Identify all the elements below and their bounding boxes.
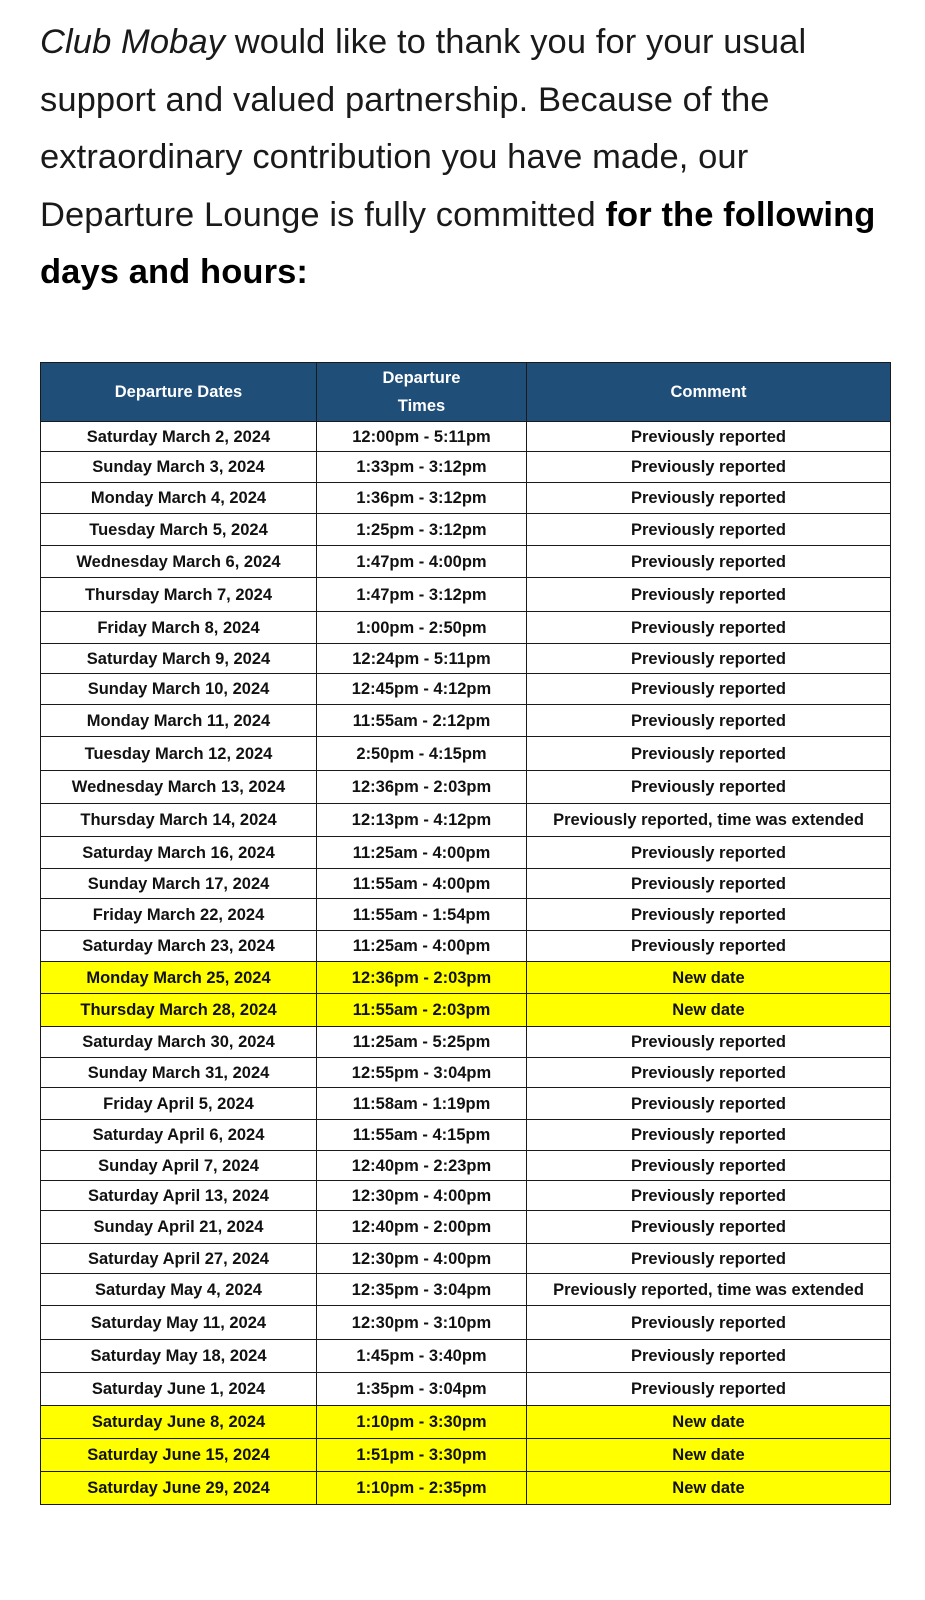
table-row xyxy=(41,837,891,869)
cell-departure-date: Monday March 25, 2024 xyxy=(41,962,317,994)
cell-comment: Previously reported, time was extended xyxy=(527,804,891,837)
cell-departure-date: Saturday May 4, 2024 xyxy=(41,1274,317,1306)
cell-departure-date: Saturday March 16, 2024 xyxy=(41,837,317,869)
table-row xyxy=(41,931,891,962)
cell-departure-date: Tuesday March 12, 2024 xyxy=(41,737,317,771)
cell-departure-time: 2:50pm - 4:15pm xyxy=(317,737,527,771)
table-header xyxy=(41,363,891,422)
cell-comment: New date xyxy=(527,1406,891,1439)
cell-departure-time: 12:36pm - 2:03pm xyxy=(317,962,527,994)
intro-paragraph xyxy=(40,14,900,302)
table-row xyxy=(41,869,891,899)
table-row xyxy=(41,1120,891,1151)
cell-comment: Previously reported xyxy=(527,674,891,705)
cell-departure-time: 1:10pm - 2:35pm xyxy=(317,1472,527,1505)
cell-comment: Previously reported xyxy=(527,1088,891,1120)
cell-departure-date: Friday March 8, 2024 xyxy=(41,612,317,644)
header-comment: Comment xyxy=(527,363,891,422)
cell-departure-date: Thursday March 7, 2024 xyxy=(41,578,317,612)
cell-departure-date: Thursday March 28, 2024 xyxy=(41,994,317,1027)
table-row xyxy=(41,899,891,931)
table-row xyxy=(41,483,891,514)
table-row xyxy=(41,452,891,483)
intro-text: would like to thank you for your usual support and valued partnership. Because of the extraordinary contribution you have made, our Departure Lounge is fully committed xyxy=(40,23,807,234)
cell-comment: New date xyxy=(527,994,891,1027)
cell-comment: Previously reported xyxy=(527,1211,891,1244)
table-body xyxy=(41,422,891,1505)
table-row-new-date xyxy=(41,1472,891,1505)
cell-departure-time: 1:47pm - 4:00pm xyxy=(317,546,527,578)
cell-departure-date: Friday April 5, 2024 xyxy=(41,1088,317,1120)
header-times-line2: Times xyxy=(397,397,446,415)
table-row xyxy=(41,1340,891,1373)
cell-departure-date: Sunday April 21, 2024 xyxy=(41,1211,317,1244)
table-row xyxy=(41,578,891,612)
cell-comment: Previously reported xyxy=(527,644,891,674)
cell-departure-date: Saturday June 15, 2024 xyxy=(41,1439,317,1472)
table-row xyxy=(41,1181,891,1211)
table-row xyxy=(41,771,891,804)
cell-departure-time: 1:47pm - 3:12pm xyxy=(317,578,527,612)
cell-comment: Previously reported xyxy=(527,578,891,612)
table-row xyxy=(41,1274,891,1306)
table-row xyxy=(41,1151,891,1181)
cell-departure-date: Wednesday March 13, 2024 xyxy=(41,771,317,804)
table-row xyxy=(41,1088,891,1120)
cell-departure-time: 12:40pm - 2:00pm xyxy=(317,1211,527,1244)
cell-departure-date: Sunday April 7, 2024 xyxy=(41,1151,317,1181)
cell-comment: Previously reported xyxy=(527,1181,891,1211)
cell-departure-date: Saturday April 27, 2024 xyxy=(41,1244,317,1274)
header-times-line1: Departure xyxy=(382,369,461,387)
cell-departure-time: 11:55am - 2:12pm xyxy=(317,705,527,737)
table-row xyxy=(41,1244,891,1274)
table-row xyxy=(41,1027,891,1058)
cell-departure-date: Saturday June 1, 2024 xyxy=(41,1373,317,1406)
cell-departure-time: 12:00pm - 5:11pm xyxy=(317,422,527,452)
header-row xyxy=(41,363,891,422)
cell-comment: Previously reported xyxy=(527,1120,891,1151)
table-row-new-date xyxy=(41,994,891,1027)
cell-comment: Previously reported xyxy=(527,1027,891,1058)
cell-comment: Previously reported xyxy=(527,1151,891,1181)
cell-departure-time: 1:25pm - 3:12pm xyxy=(317,514,527,546)
cell-comment: Previously reported xyxy=(527,612,891,644)
cell-comment: Previously reported xyxy=(527,771,891,804)
cell-departure-time: 11:25am - 5:25pm xyxy=(317,1027,527,1058)
cell-departure-time: 11:58am - 1:19pm xyxy=(317,1088,527,1120)
table-row xyxy=(41,737,891,771)
cell-departure-time: 11:55am - 4:15pm xyxy=(317,1120,527,1151)
cell-departure-time: 11:55am - 1:54pm xyxy=(317,899,527,931)
cell-departure-date: Saturday June 29, 2024 xyxy=(41,1472,317,1505)
cell-comment: Previously reported xyxy=(527,737,891,771)
table-row-new-date xyxy=(41,962,891,994)
table-row xyxy=(41,1211,891,1244)
cell-departure-date: Thursday March 14, 2024 xyxy=(41,804,317,837)
table-row xyxy=(41,674,891,705)
cell-comment: Previously reported xyxy=(527,1306,891,1340)
table-row xyxy=(41,705,891,737)
cell-comment: Previously reported xyxy=(527,1340,891,1373)
cell-departure-date: Wednesday March 6, 2024 xyxy=(41,546,317,578)
cell-departure-time: 1:33pm - 3:12pm xyxy=(317,452,527,483)
cell-comment: New date xyxy=(527,962,891,994)
cell-comment: Previously reported xyxy=(527,1244,891,1274)
table-row xyxy=(41,514,891,546)
club-name: Club Mobay xyxy=(40,23,226,61)
cell-departure-date: Sunday March 3, 2024 xyxy=(41,452,317,483)
cell-departure-date: Sunday March 17, 2024 xyxy=(41,869,317,899)
cell-departure-time: 12:24pm - 5:11pm xyxy=(317,644,527,674)
cell-comment: Previously reported xyxy=(527,931,891,962)
cell-departure-time: 1:10pm - 3:30pm xyxy=(317,1406,527,1439)
cell-departure-time: 11:25am - 4:00pm xyxy=(317,837,527,869)
cell-departure-date: Saturday June 8, 2024 xyxy=(41,1406,317,1439)
cell-departure-time: 1:51pm - 3:30pm xyxy=(317,1439,527,1472)
cell-departure-time: 1:00pm - 2:50pm xyxy=(317,612,527,644)
cell-departure-time: 11:55am - 4:00pm xyxy=(317,869,527,899)
table-row-new-date xyxy=(41,1439,891,1472)
cell-departure-date: Saturday March 23, 2024 xyxy=(41,931,317,962)
table-row xyxy=(41,1058,891,1088)
cell-departure-time: 1:36pm - 3:12pm xyxy=(317,483,527,514)
table-row xyxy=(41,546,891,578)
cell-departure-time: 1:45pm - 3:40pm xyxy=(317,1340,527,1373)
cell-departure-time: 11:55am - 2:03pm xyxy=(317,994,527,1027)
cell-comment: Previously reported xyxy=(527,837,891,869)
cell-departure-time: 12:30pm - 3:10pm xyxy=(317,1306,527,1340)
cell-comment: Previously reported xyxy=(527,1373,891,1406)
cell-comment: Previously reported xyxy=(527,899,891,931)
table-row xyxy=(41,644,891,674)
header-departure-times xyxy=(317,363,527,422)
cell-comment: Previously reported xyxy=(527,514,891,546)
cell-comment: Previously reported xyxy=(527,546,891,578)
cell-departure-date: Saturday April 13, 2024 xyxy=(41,1181,317,1211)
table-row xyxy=(41,1306,891,1340)
cell-comment: Previously reported xyxy=(527,869,891,899)
cell-comment: Previously reported xyxy=(527,483,891,514)
cell-departure-date: Sunday March 10, 2024 xyxy=(41,674,317,705)
cell-comment: Previously reported xyxy=(527,422,891,452)
cell-departure-time: 12:36pm - 2:03pm xyxy=(317,771,527,804)
cell-departure-date: Saturday May 18, 2024 xyxy=(41,1340,317,1373)
cell-departure-time: 12:30pm - 4:00pm xyxy=(317,1181,527,1211)
cell-departure-time: 12:40pm - 2:23pm xyxy=(317,1151,527,1181)
cell-departure-date: Tuesday March 5, 2024 xyxy=(41,514,317,546)
table-row xyxy=(41,1373,891,1406)
cell-departure-date: Sunday March 31, 2024 xyxy=(41,1058,317,1088)
cell-comment: Previously reported xyxy=(527,705,891,737)
cell-comment: Previously reported, time was extended xyxy=(527,1274,891,1306)
header-departure-dates: Departure Dates xyxy=(41,363,317,422)
cell-comment: Previously reported xyxy=(527,1058,891,1088)
table-row xyxy=(41,804,891,837)
cell-departure-time: 12:35pm - 3:04pm xyxy=(317,1274,527,1306)
cell-departure-time: 12:13pm - 4:12pm xyxy=(317,804,527,837)
cell-comment: Previously reported xyxy=(527,452,891,483)
cell-departure-date: Monday March 11, 2024 xyxy=(41,705,317,737)
cell-departure-date: Saturday April 6, 2024 xyxy=(41,1120,317,1151)
cell-departure-time: 12:45pm - 4:12pm xyxy=(317,674,527,705)
cell-departure-date: Monday March 4, 2024 xyxy=(41,483,317,514)
table-row xyxy=(41,422,891,452)
cell-departure-date: Saturday May 11, 2024 xyxy=(41,1306,317,1340)
departure-schedule-table xyxy=(40,362,891,1505)
cell-departure-date: Saturday March 30, 2024 xyxy=(41,1027,317,1058)
table-row xyxy=(41,612,891,644)
cell-departure-time: 1:35pm - 3:04pm xyxy=(317,1373,527,1406)
cell-departure-time: 12:55pm - 3:04pm xyxy=(317,1058,527,1088)
table-row-new-date xyxy=(41,1406,891,1439)
cell-departure-date: Saturday March 2, 2024 xyxy=(41,422,317,452)
cell-departure-date: Friday March 22, 2024 xyxy=(41,899,317,931)
cell-comment: New date xyxy=(527,1439,891,1472)
cell-departure-date: Saturday March 9, 2024 xyxy=(41,644,317,674)
cell-departure-time: 11:25am - 4:00pm xyxy=(317,931,527,962)
cell-comment: New date xyxy=(527,1472,891,1505)
cell-departure-time: 12:30pm - 4:00pm xyxy=(317,1244,527,1274)
intro-bold-text: for the following days and hours: xyxy=(40,195,876,291)
